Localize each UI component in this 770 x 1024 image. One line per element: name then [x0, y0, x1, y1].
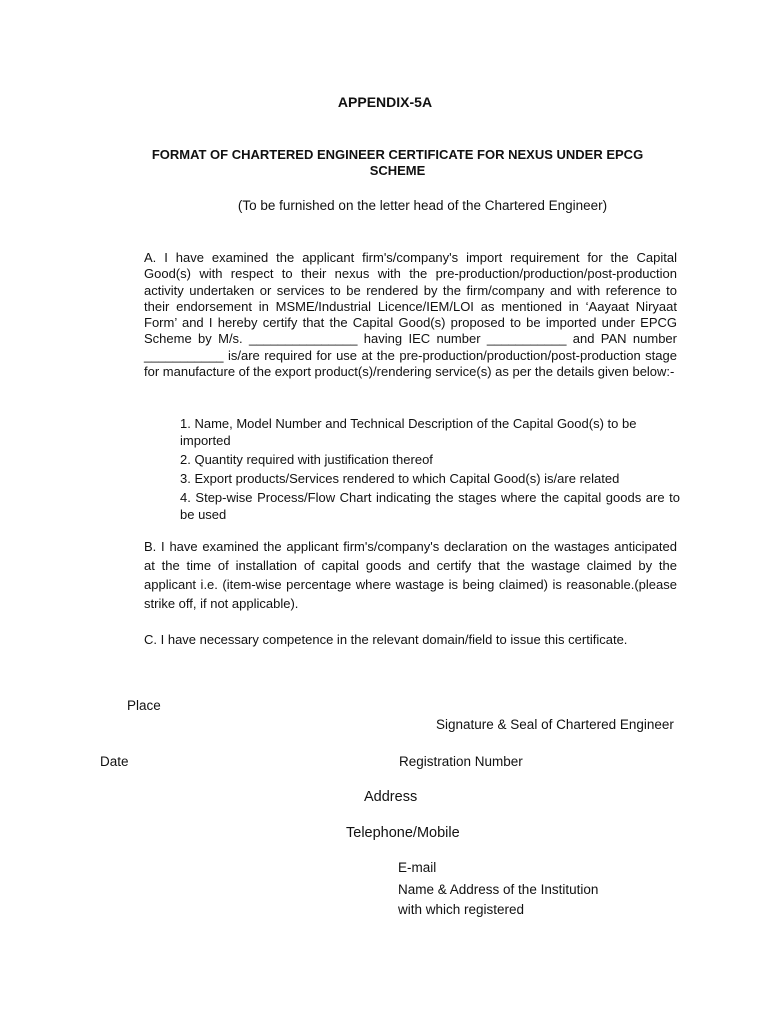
letterhead-note: (To be furnished on the letter head of the Chartered Engineer): [237, 198, 608, 213]
institution-name-label: Name & Address of the Institution: [398, 882, 599, 897]
institution-registered-label: with which registered: [398, 902, 525, 917]
appendix-title: APPENDIX-5A: [337, 94, 433, 110]
email-label: E-mail: [398, 860, 437, 875]
address-label: Address: [364, 789, 418, 805]
list-item: 3. Export products/Services rendered to which Capital Good(s) is/are related: [180, 471, 620, 486]
section-b-paragraph: B. I have examined the applicant firm's/company's declaration on the wastages anticipated at the time of installation of capital goods and certify that the wastage claimed by the applicant i.e. (item-wise percentage where wastage is being claimed) is reasonable.(please strike off, if not applicable).: [144, 539, 677, 611]
format-heading-line2: SCHEME: [369, 163, 426, 178]
telephone-label: Telephone/Mobile: [346, 825, 460, 841]
format-heading: [110, 147, 685, 179]
list-item: 4. Step-wise Process/Flow Chart indicating the stages where the capital goods are to be used: [180, 490, 680, 522]
place-label: Place: [127, 698, 161, 713]
list-item: 1. Name, Model Number and Technical Description of the Capital Good(s) to be imported: [180, 416, 637, 448]
list-item: 2. Quantity required with justification thereof: [180, 452, 433, 467]
section-a-paragraph: A. I have examined the applicant firm's/company's import requirement for the Capital Good(s) with respect to their nexus with the pre-production/production/post-production activity undertaken or services to be rendered by the firm/company and with reference to their endorsement in MSME/Industrial Licence/IEM/LOI as mentioned in ‘Aayaat Niryaat Form’ and I hereby certify that the Capital Good(s) proposed to be imported under EPCG Scheme by M/s. _______________ having IEC number ___________ and PAN number ___________ is/are required for use at the pre-production/production/post-production stage for manufacture of the export product(s)/rendering service(s) as per the details given below:-: [144, 250, 677, 380]
section-c-paragraph: C. I have necessary competence in the relevant domain/field to issue this certificate.: [144, 632, 628, 647]
format-heading-line1: FORMAT OF CHARTERED ENGINEER CERTIFICATE FOR NEXUS UNDER EPCG: [151, 147, 644, 162]
date-label: Date: [100, 754, 129, 769]
signature-label: Signature & Seal of Chartered Engineer: [436, 717, 674, 732]
registration-label: Registration Number: [399, 754, 523, 769]
requirements-list: [180, 415, 680, 523]
